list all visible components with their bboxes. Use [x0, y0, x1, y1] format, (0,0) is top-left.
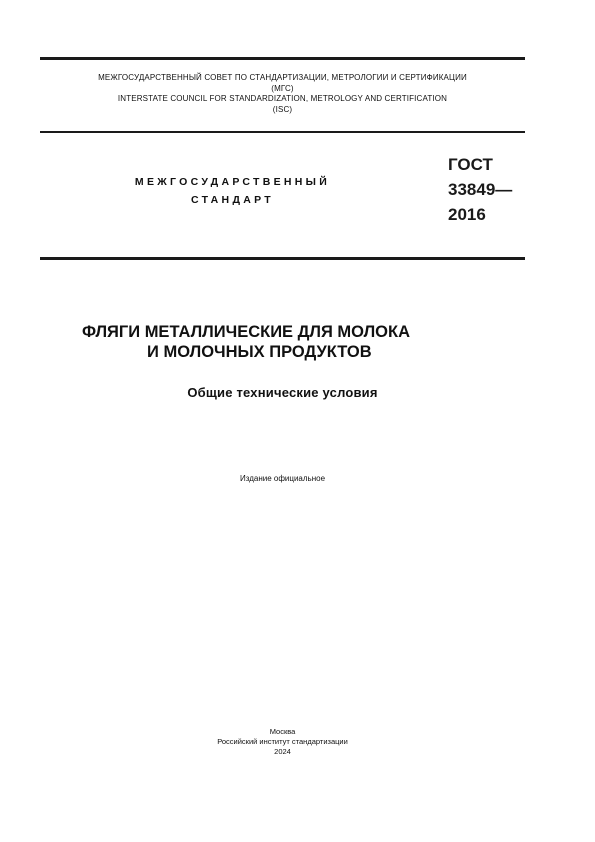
title-line2: И МОЛОЧНЫХ ПРОДУКТОВ	[147, 343, 372, 361]
council-abbr-ru: (МГС)	[271, 83, 294, 93]
standard-type-line2: СТАНДАРТ	[191, 194, 274, 206]
standard-type	[100, 173, 365, 209]
title-line1: ФЛЯГИ МЕТАЛЛИЧЕСКИЕ ДЛЯ МОЛОКА	[82, 323, 410, 341]
middle-divider	[40, 131, 525, 133]
gost-designation	[448, 152, 512, 227]
imprint-year: 2024	[274, 747, 291, 756]
top-divider	[40, 57, 525, 60]
imprint-city: Москва	[269, 727, 296, 736]
council-header	[40, 73, 525, 115]
council-name-ru: МЕЖГОСУДАРСТВЕННЫЙ СОВЕТ ПО СТАНДАРТИЗАЦИИ, МЕТРОЛОГИИ И СЕРТИФИКАЦИИ	[98, 73, 467, 82]
document-subtitle: Общие технические условия	[187, 385, 378, 400]
gost-year: 2016	[448, 205, 486, 224]
gost-label: ГОСТ	[448, 155, 493, 174]
council-abbr-en: (ISC)	[272, 104, 293, 114]
gost-number: 33849—	[448, 180, 513, 199]
document-title	[40, 322, 525, 362]
imprint-publisher: Российский институт стандартизации	[217, 737, 348, 746]
imprint	[40, 727, 525, 757]
council-name-en: INTERSTATE COUNCIL FOR STANDARDIZATION, METROLOGY AND CERTIFICATION	[117, 94, 448, 103]
standard-type-line1: МЕЖГОСУДАРСТВЕННЫЙ	[134, 176, 331, 188]
edition-note: Издание официальное	[239, 474, 326, 483]
bottom-divider	[40, 257, 525, 260]
